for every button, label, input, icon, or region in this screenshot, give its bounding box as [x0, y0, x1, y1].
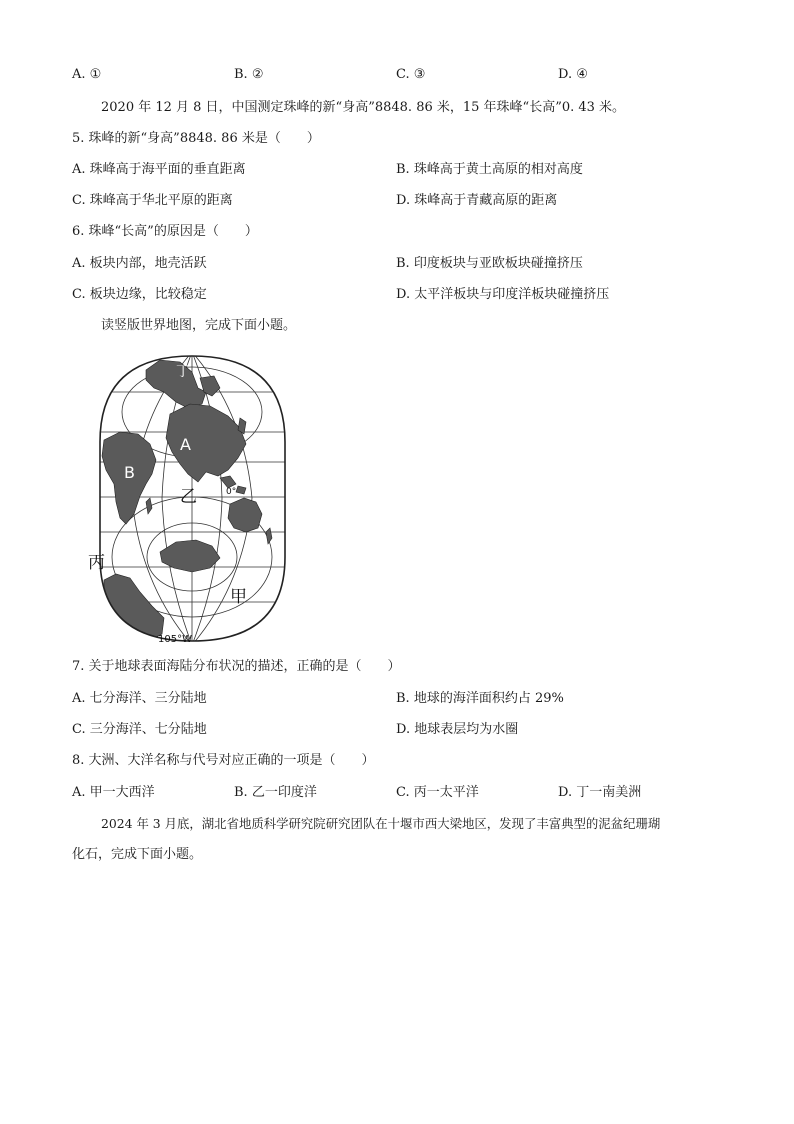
q6-option-d: D. 太平洋板块与印度洋板块碰撞挤压 [396, 287, 610, 302]
land-australia [228, 498, 262, 532]
q6-option-c: C. 板块边缘，比较稳定 [72, 287, 207, 302]
map-label-ding: 丁 [176, 364, 190, 380]
q6-stem: 6. 珠峰“长高”的原因是（ ） [72, 224, 258, 239]
q6-option-a: A. 板块内部，地壳活跃 [72, 256, 207, 271]
q4-option-b: B. ② [234, 67, 264, 82]
q7-option-c: C. 三分海洋、七分陆地 [72, 722, 207, 737]
q8-option-d: D. 丁一南美洲 [558, 785, 642, 800]
q4-option-c: C. ③ [396, 67, 426, 82]
map-label-a: A [180, 435, 191, 454]
q7-option-b: B. 地球的海洋面积约占 29% [396, 691, 564, 706]
q4-option-a: A. ① [72, 67, 102, 82]
q8-option-a: A. 甲一大西洋 [72, 785, 155, 800]
q7-option-a: A. 七分海洋、三分陆地 [72, 691, 207, 706]
q8-option-b: B. 乙一印度洋 [234, 785, 317, 800]
map-label-b: B [124, 463, 135, 482]
land-madagascar [146, 498, 152, 514]
map-label-meridian: 105°W [158, 634, 192, 645]
map-label-jia: 甲 [230, 587, 247, 607]
map-label-bing: 丙 [88, 553, 105, 573]
intro-fossil-line-1: 2024 年 3 月底，湖北省地质科学研究院研究团队在十堰市西大梁地区，发现了丰富典型的泥盆纪珊瑚 [101, 816, 661, 831]
intro-map: 读竖版世界地图，完成下面小题。 [101, 318, 297, 333]
q5-stem: 5. 珠峰的新“身高”8848. 86 米是（ ） [72, 131, 320, 146]
q5-option-d: D. 珠峰高于青藏高原的距离 [396, 193, 558, 208]
vertical-world-map [80, 352, 305, 645]
land-eurasia [166, 404, 246, 482]
intro-fossil-line-2: 化石，完成下面小题。 [72, 847, 203, 862]
map-label-equator: 0° [226, 487, 237, 497]
q5-option-c: C. 珠峰高于华北平原的距离 [72, 193, 233, 208]
q7-stem: 7. 关于地球表面海陆分布状况的描述，正确的是（ ） [72, 659, 401, 674]
q8-option-c: C. 丙一太平洋 [396, 785, 479, 800]
q6-option-b: B. 印度板块与亚欧板块碰撞挤压 [396, 256, 583, 271]
map-label-yi: 乙 [180, 487, 197, 507]
q5-option-a: A. 珠峰高于海平面的垂直距离 [72, 162, 246, 177]
q5-option-b: B. 珠峰高于黄土高原的相对高度 [396, 162, 583, 177]
q8-stem: 8. 大洲、大洋名称与代号对应正确的一项是（ ） [72, 753, 375, 768]
land-new-zealand [266, 528, 272, 544]
q4-option-d: D. ④ [558, 67, 588, 82]
intro-everest: 2020 年 12 月 8 日，中国测定珠峰的新“身高”8848. 86 米，15 年珠峰“长高”0. 43 米。 [101, 100, 626, 115]
q7-option-d: D. 地球表层均为水圈 [396, 722, 519, 737]
